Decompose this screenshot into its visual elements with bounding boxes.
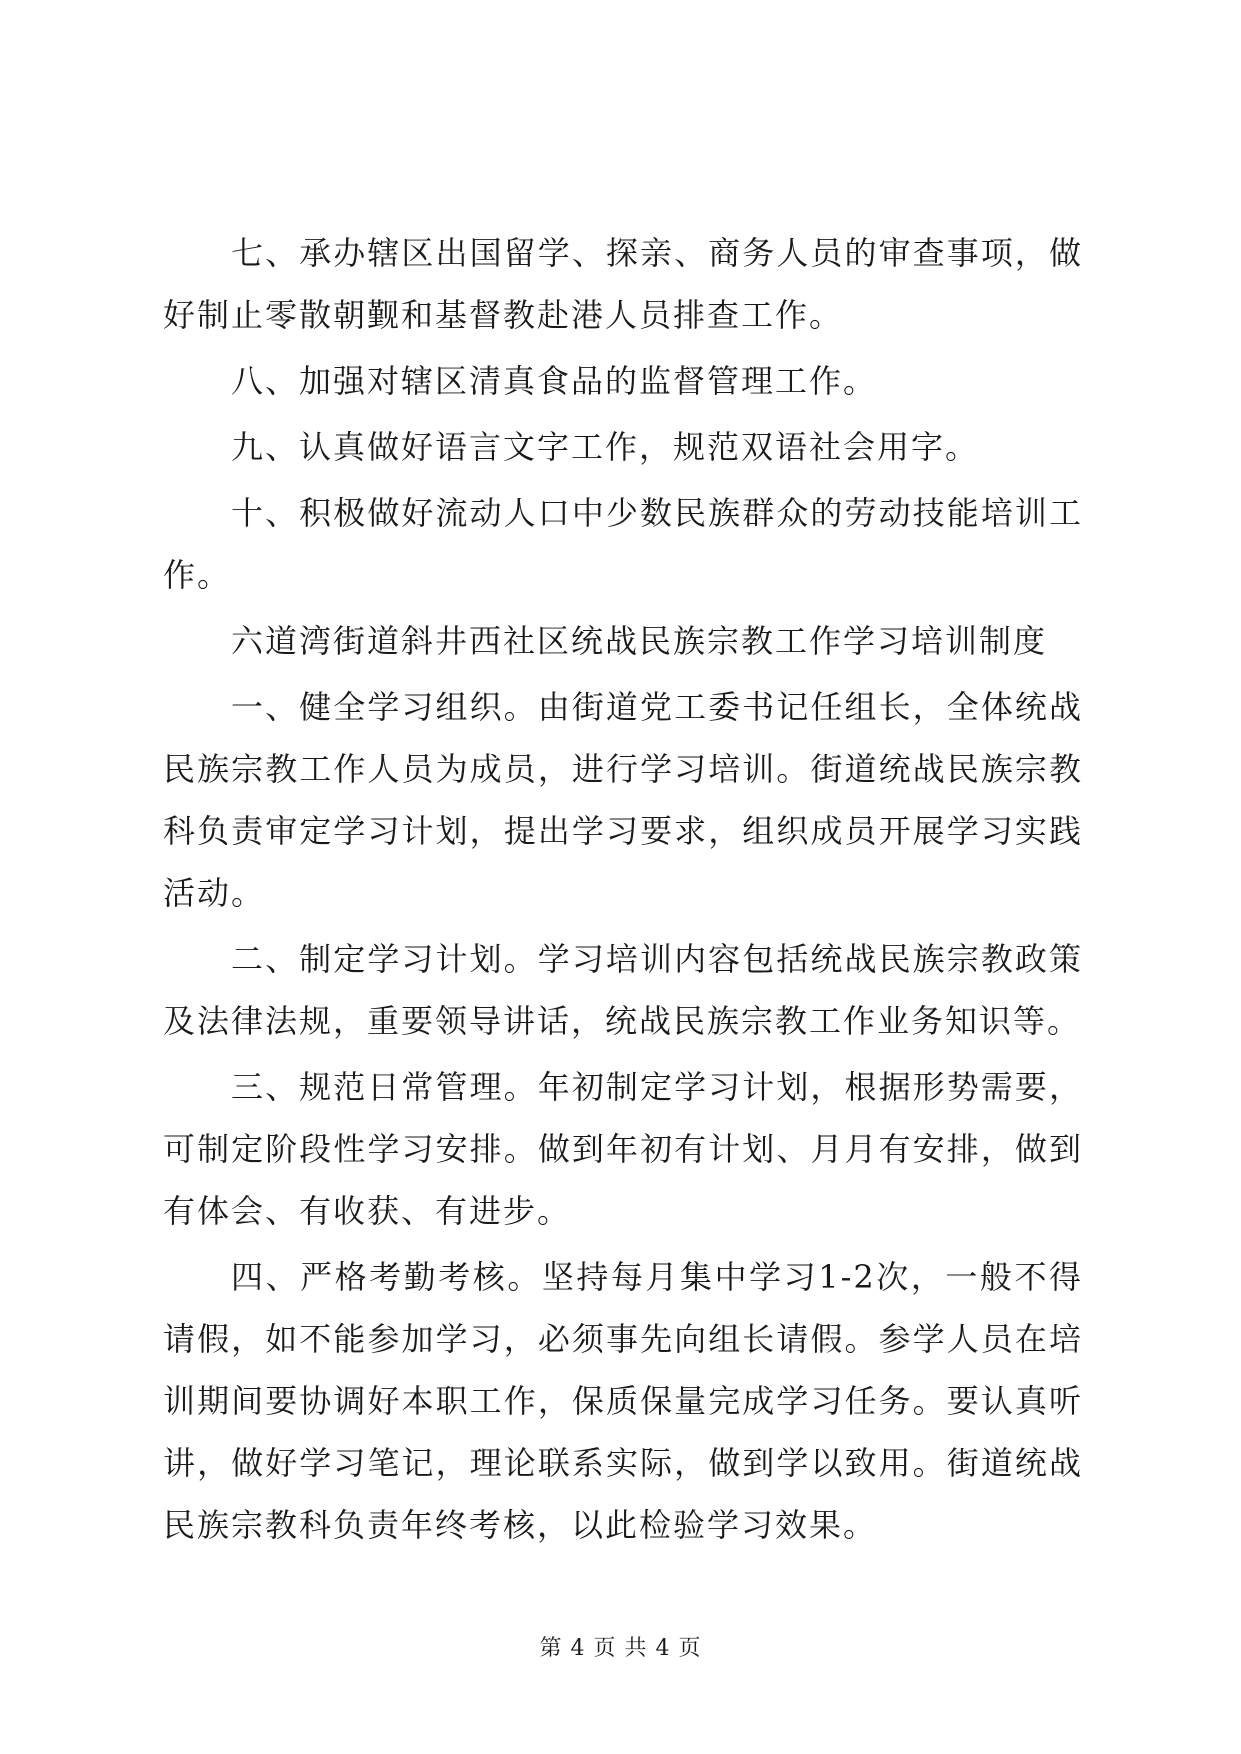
paragraph-item-7: 七、承办辖区出国留学、探亲、商务人员的审查事项，做好制止零散朝觐和基督教赴港人员排查工作。	[163, 234, 1083, 334]
section-title: 六道湾街道斜井西社区统战民族宗教工作学习培训制度	[231, 622, 1048, 660]
paragraph-rule-3: 三、规范日常管理。年初制定学习计划，根据形势需要，可制定阶段性学习安排。做到年初有计划、月月有安排，做到有体会、有收获、有进步。	[163, 1068, 1083, 1230]
page-number-footer: 第 4 页 共 4 页	[539, 1636, 702, 1661]
paragraph-item-9: 九、认真做好语言文字工作，规范双语社会用字。	[231, 428, 980, 466]
paragraph-rule-2: 二、制定学习计划。学习培训内容包括统战民族宗教政策及法律法规，重要领导讲话，统战民族宗教工作业务知识等。	[163, 940, 1083, 1040]
paragraph-item-10: 十、积极做好流动人口中少数民族群众的劳动技能培训工作。	[163, 494, 1083, 594]
document-body	[163, 222, 1083, 1556]
paragraph-item-8: 八、加强对辖区清真食品的监督管理工作。	[231, 362, 878, 400]
paragraph-rule-4: 四、严格考勤考核。坚持每月集中学习1-2次，一般不得请假，如不能参加学习，必须事先向组长请假。参学人员在培训期间要协调好本职工作，保质保量完成学习任务。要认真听讲，做好学习笔记，理论联系实际，做到学以致用。街道统战民族宗教科负责年终考核，以此检验学习效果。	[163, 1258, 1083, 1544]
paragraph-rule-1: 一、健全学习组织。由街道党工委书记任组长，全体统战民族宗教工作人员为成员，进行学习培训。街道统战民族宗教科负责审定学习计划，提出学习要求，组织成员开展学习实践活动。	[163, 688, 1083, 912]
